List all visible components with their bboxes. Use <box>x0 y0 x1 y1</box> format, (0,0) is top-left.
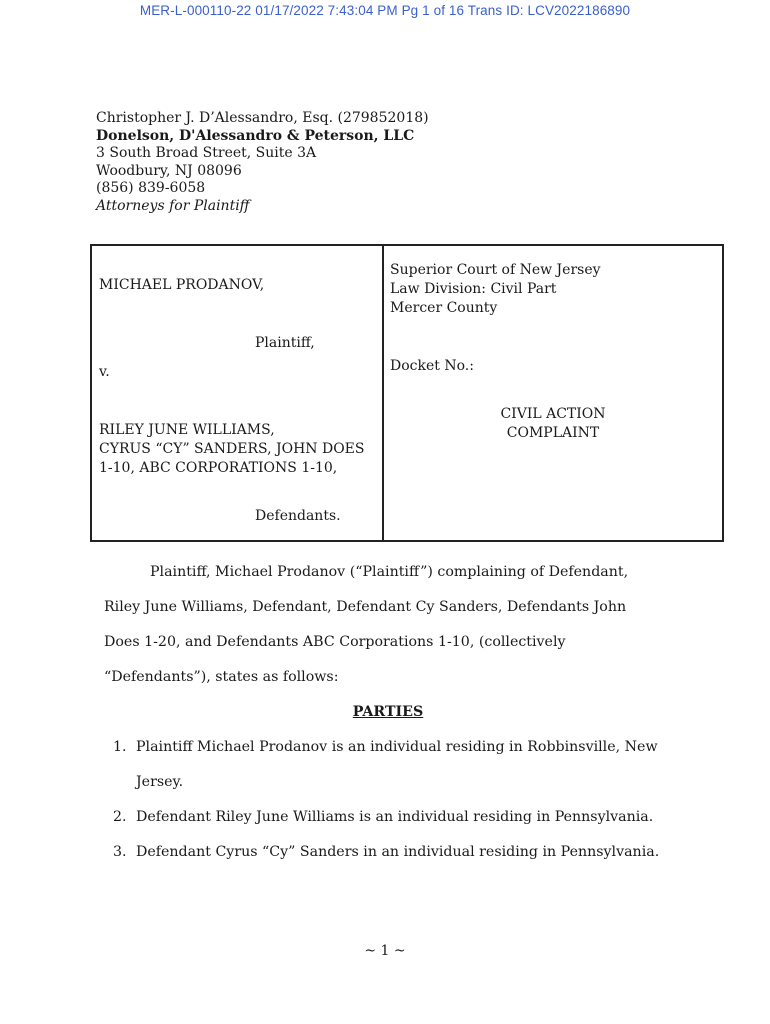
defendants-label: Defendants. <box>255 508 341 524</box>
paragraph-1-line-2: Jersey. <box>136 774 184 790</box>
firm-phone: (856) 839-6058 <box>96 180 206 197</box>
versus-label: v. <box>99 364 110 380</box>
attorney-block <box>96 110 429 216</box>
intro-line-3: Does 1-20, and Defendants ABC Corporations 1-10, (collectively <box>104 634 566 650</box>
parties-heading: PARTIES <box>352 704 424 720</box>
paragraph-1-line-1: Plaintiff Michael Prodanov is an individual residing in Robbinsville, New <box>136 739 658 755</box>
defendants-line-2: CYRUS “CY” SANDERS, JOHN DOES <box>99 441 365 457</box>
paragraph-number: 1. <box>113 739 127 755</box>
filing-stamp: MER-L-000110-22 01/17/2022 7:43:04 PM Pg 1 of 16 Trans ID: LCV2022186890 <box>139 3 631 18</box>
attorney-role: Attorneys for Plaintiff <box>96 197 250 214</box>
attorney-name: Christopher J. D’Alessandro, Esq. (279852018) <box>96 110 429 126</box>
paragraph-3-line-1: Defendant Cyrus “Cy” Sanders in an individual residing in Pennsylvania. <box>136 844 660 860</box>
defendants-line-1: RILEY JUNE WILLIAMS, <box>99 422 275 438</box>
firm-address-city: Woodbury, NJ 08096 <box>96 162 242 179</box>
intro-line-1: Plaintiff, Michael Prodanov (“Plaintiff”) complaining of Defendant, <box>150 564 629 580</box>
law-firm-name: Donelson, D'Alessandro & Peterson, LLC <box>96 127 415 144</box>
page-number: ~ 1 ~ <box>364 943 406 959</box>
plaintiff-name: MICHAEL PRODANOV, <box>99 277 265 293</box>
intro-line-2: Riley June Williams, Defendant, Defendant Cy Sanders, Defendants John <box>104 599 627 615</box>
court-division: Law Division: Civil Part <box>390 281 557 297</box>
civil-action-label: CIVIL ACTION <box>500 406 606 422</box>
paragraph-number: 2. <box>113 809 127 825</box>
caption-divider <box>382 246 384 540</box>
docket-number: Docket No.: <box>390 358 474 374</box>
paragraph-2-line-1: Defendant Riley June Williams is an individual residing in Pennsylvania. <box>136 809 654 825</box>
paragraph-number: 3. <box>113 844 127 860</box>
defendants-line-3: 1-10, ABC CORPORATIONS 1-10, <box>99 460 338 476</box>
intro-line-4: “Defendants”), states as follows: <box>104 669 339 685</box>
firm-address-street: 3 South Broad Street, Suite 3A <box>96 145 317 162</box>
complaint-label: COMPLAINT <box>506 425 600 441</box>
plaintiff-label: Plaintiff, <box>255 335 315 351</box>
case-caption-box <box>90 244 724 542</box>
court-name: Superior Court of New Jersey <box>390 262 601 278</box>
court-county: Mercer County <box>390 300 498 316</box>
